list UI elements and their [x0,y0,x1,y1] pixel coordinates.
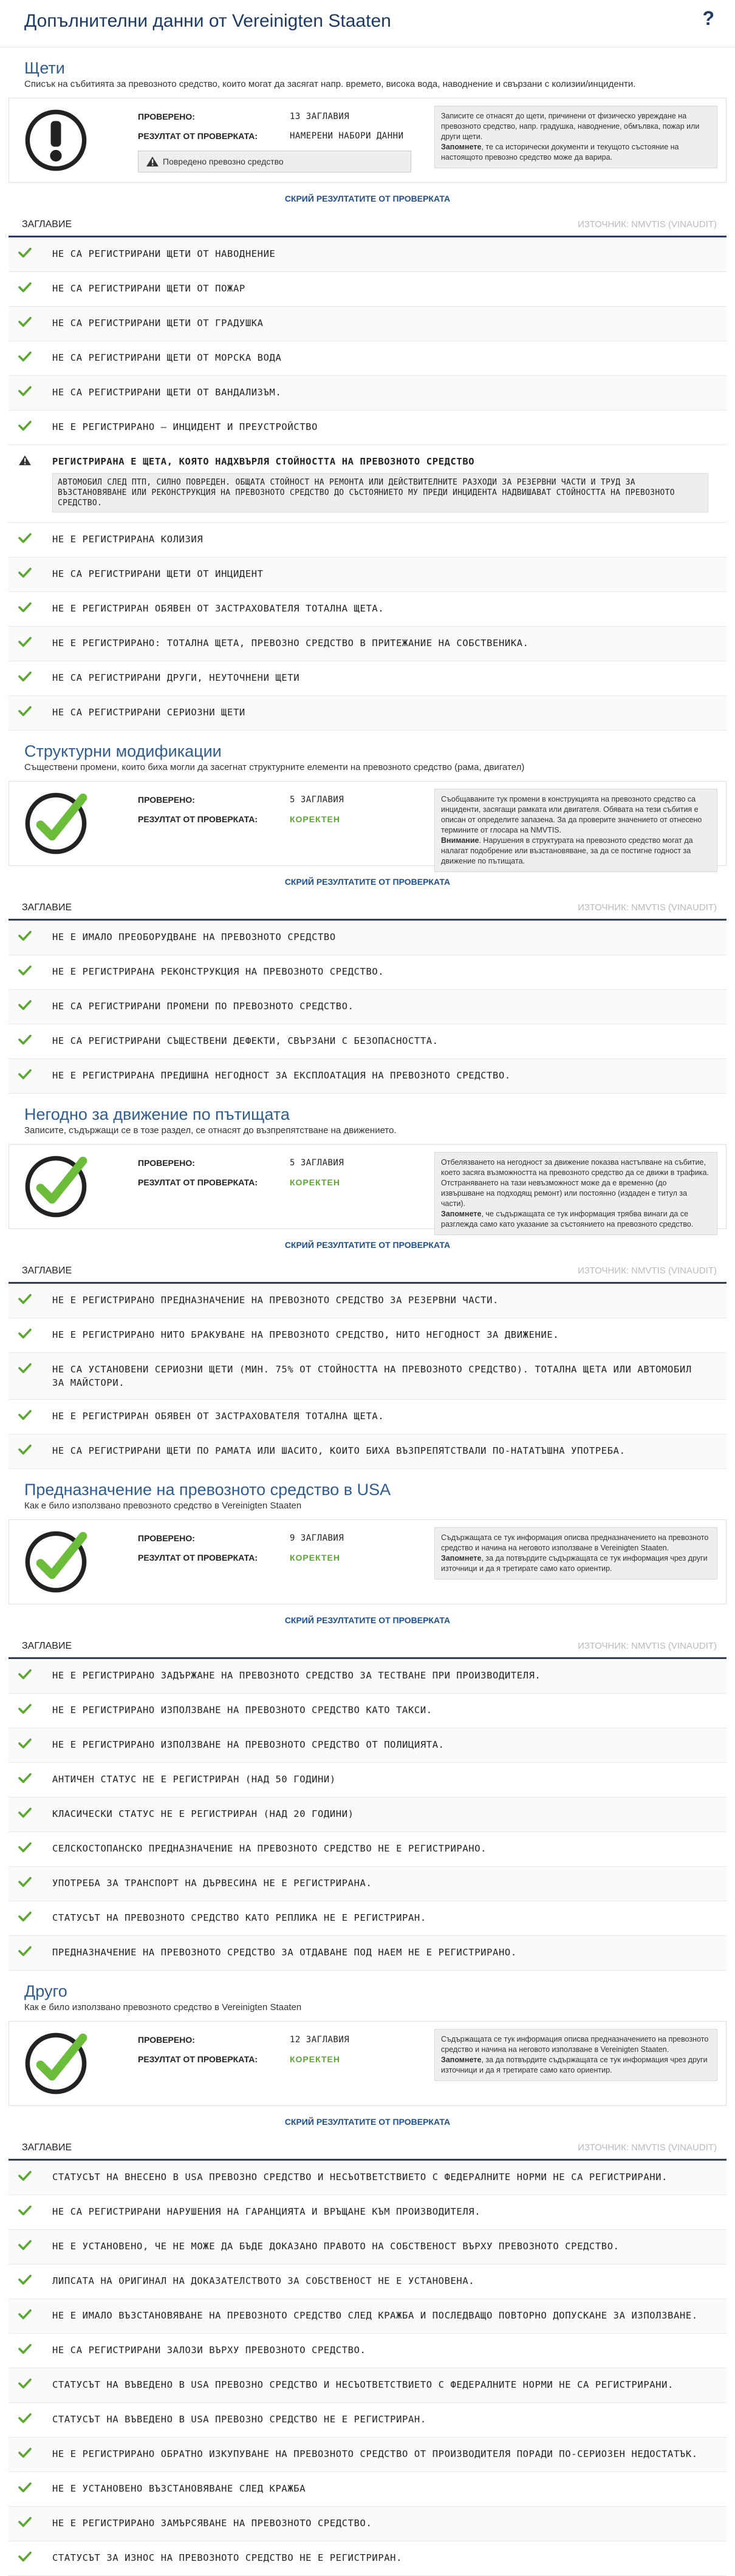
checked-label: ПРОВЕРЕНО: [138,112,195,121]
list-item [9,1284,726,1318]
column-title: ЗАГЛАВИЕ [22,1265,72,1276]
check-icon [9,2482,52,2496]
section-title: Негодно за движение по пътищата [24,1105,290,1123]
list-item-text: НЕ Е УСТАНОВЕНО, ЧЕ НЕ МОЖЕ ДА БЪДЕ ДОКАЗАНО ПРАВОТО НА СОБСТВЕНОСТ ВЪРХУ ПРЕВОЗНОТО СРЕДСТВО. [52,2241,620,2252]
list-item [9,1400,726,1434]
list-item-text: ЛИПСАТА НА ОРИГИНАЛ НА ДОКАЗАТЕЛСТВОТО ЗА СОБСТВЕНОСТ НЕ Е УСТАНОВЕНА. [52,2275,475,2286]
note-text: Съобщаваните тук промени в конструкцията на превозното средство са инциденти, засягащи рамката или двигателя. Обявата на тези събития е описан от определите запазена. За да проверите значението от отнесено термините от глосара на NMVTIS. [441,795,702,834]
section-subtitle: Списък на събитията за превозното средство, които могат да засягат напр. времето, висока вода, наводнение и свързани с колизии/инциденти. [24,79,636,89]
result-value: КОРЕКТЕН [290,1553,341,1562]
info-note [434,1152,717,1235]
column-title: ЗАГЛАВИЕ [22,1640,72,1651]
list-item-text: НЕ Е РЕГИСТРИРАНО ПРЕДНАЗНАЧЕНИЕ НА ПРЕВОЗНОТО СРЕДСТВО ЗА РЕЗЕРВНИ ЧАСТИ. [52,1295,499,1306]
list-item [9,411,726,445]
result-label: РЕЗУЛТАТ ОТ ПРОВЕРКАТА: [138,814,258,824]
list-item-text [52,455,726,513]
check-icon [9,1069,52,1083]
list-item [9,990,726,1024]
list-item-text: НЕ СА РЕГИСТРИРАНИ СЪЩЕСТВЕНИ ДЕФЕКТИ, СВЪРЗАНИ С БЕЗОПАСНОСТТА. [52,1035,439,1046]
list-item [9,1901,726,1936]
note-text: Отбелязването на негодност за движение показва настъпване на събитие, което засяга възможността на превозното средство да се движи в трафика. Отстраняването на тази невъзможност може да е временно (до извършване на подходящ ремонт) или постоянно (издаден е титул за части). [441,1158,709,1208]
check-icon [9,2309,52,2323]
list-item-text: СТАТУСЪТ НА ВЪВЕДЕНО В USA ПРЕВОЗНО СРЕДСТВО НЕ Е РЕГИСТРИРАН. [52,2414,426,2425]
section-subtitle: Съществени промени, които биха могли да засегнат структурните елементи на превозното средство (рама, двигател) [24,762,525,772]
checked-row [138,107,429,126]
check-icon [9,567,52,582]
note-bold: Запомнете [441,1554,482,1562]
note-text: Записите се отнасят до щети, причинени от физическо увреждане на превозното средство, напр. градушка, наводнение, обмълвка, пожар или други щети. [441,112,700,141]
result-row [138,1548,429,1567]
list-item [9,2299,726,2334]
hide-results-link[interactable]: СКРИЙ РЕЗУЛТАТИТЕ ОТ ПРОВЕРКАТА [284,1615,451,1625]
list-item [9,307,726,341]
list-item-text: НЕ СА РЕГИСТРИРАНИ ЩЕТИ ОТ ВАНДАЛИЗЪМ. [52,387,282,398]
list-item-text: НЕ Е РЕГИСТРИРАНО ЗАМЪРСЯВАНЕ НА ПРЕВОЗНОТО СРЕДСТВО. [52,2518,372,2529]
check-icon [9,602,52,616]
list-item [9,237,726,272]
list-item-title: РЕГИСТРИРАНА Е ЩЕТА, КОЯТО НАДХВЪРЛЯ СТОЙНОСТТА НА ПРЕВОЗНОТО СРЕДСТВО [52,456,475,467]
warning-icon [146,156,159,167]
hide-results-link[interactable]: СКРИЙ РЕЗУЛТАТИТЕ ОТ ПРОВЕРКАТА [284,877,451,887]
check-icon [9,671,52,686]
note-bold: Запомнете [441,2056,482,2064]
note-rest: , за да потвърдите съдържащата се тук информация чрез други източници и да я третирате само като ориентир. [441,1554,708,1573]
check-icon [9,316,52,331]
note-rest: , те са исторически документи и текущото състояние на настоящото превозно средство може да варира. [441,143,679,162]
list-item-text: НЕ Е РЕГИСТРИРАНО ИЗПОЛЗВАНЕ НА ПРЕВОЗНОТО СРЕДСТВО КАТО ТАКСИ. [52,1705,432,1716]
results-list [9,2161,726,2576]
note-rest: , за да потвърдите съдържащата се тук информация чрез други източници и да я третирате само като ориентир. [441,2056,708,2074]
result-row [138,809,429,829]
list-item [9,2438,726,2472]
section-header [0,1094,735,1139]
results-table-header [9,1259,726,1284]
section-title: Структурни модификации [24,742,222,760]
check-icon [9,1946,52,1960]
summary-box [9,1144,726,1229]
checkmark-icon [24,791,88,856]
results-table-header [9,213,726,237]
check-icon [9,1773,52,1787]
list-item [9,272,726,307]
check-icon [9,2274,52,2289]
result-label: РЕЗУЛТАТ ОТ ПРОВЕРКАТА: [138,1553,258,1562]
list-item [9,696,726,731]
section-4 [0,1469,735,1971]
column-source: ИЗТОЧНИК: NMVTIS (VINAUDIT) [578,1266,717,1276]
check-icon [9,1034,52,1049]
check-icon [9,965,52,980]
list-item [9,1728,726,1763]
list-item-text: НЕ СА РЕГИСТРИРАНИ ЩЕТИ ОТ НАВОДНЕНИЕ [52,248,276,259]
list-item [9,445,726,523]
list-item [9,2195,726,2230]
check-icon [9,2447,52,2462]
hide-results-link[interactable]: СКРИЙ РЕЗУЛТАТИТЕ ОТ ПРОВЕРКАТА [284,194,451,203]
summary-box [9,781,726,866]
check-icon [9,706,52,720]
list-item [9,627,726,661]
checked-value: 13 ЗАГЛАВИЯ [290,112,350,121]
check-icon [9,1000,52,1014]
list-item-text: НЕ СА РЕГИСТРИРАНИ ДРУГИ, НЕУТОЧНЕНИ ЩЕТИ [52,672,300,683]
summary-values [138,107,429,172]
section-title: Друго [24,1982,67,2000]
checkmark-icon [24,1154,88,1219]
checked-value: 5 ЗАГЛАВИЯ [290,795,344,805]
section-3 [0,1094,735,1469]
summary-values [138,1528,429,1567]
column-source: ИЗТОЧНИК: NMVTIS (VINAUDIT) [578,219,717,230]
check-icon [9,1807,52,1822]
column-title: ЗАГЛАВИЕ [22,219,72,230]
check-icon [9,2343,52,2358]
list-item-text: СТАТУСЪТ НА ПРЕВОЗНОТО СРЕДСТВО КАТО РЕПЛИКА НЕ Е РЕГИСТРИРАН. [52,1912,426,1923]
list-item-text: НЕ СА РЕГИСТРИРАНИ ЩЕТИ ОТ ПОЖАР [52,283,245,294]
note-rest: . Нарушения в структурата на превозното средство могат да налагат подобрение или възстановяване, за да се постигне годност за движение по пътищата. [441,836,693,865]
result-value: КОРЕКТЕН [290,2054,341,2064]
list-item-text: НЕ Е РЕГИСТРИРАНО: ТОТАЛНА ЩЕТА, ПРЕВОЗНО СРЕДСТВО В ПРИТЕЖАНИЕ НА СОБСТВЕНИКА. [52,638,529,649]
checkmark-icon [24,1530,88,1594]
checked-value: 9 ЗАГЛАВИЯ [290,1533,344,1543]
section-header [0,47,735,93]
check-icon [9,1842,52,1856]
check-icon [9,282,52,296]
column-source: ИЗТОЧНИК: NMVTIS (VINAUDIT) [578,902,717,913]
check-icon [9,2378,52,2393]
result-value: КОРЕКТЕН [290,1177,341,1187]
check-icon [9,930,52,945]
results-list [9,921,726,1094]
note-bold: Запомнете [441,1210,482,1218]
list-item [9,1797,726,1832]
list-item [9,1353,726,1400]
section-header [0,1971,735,2016]
warning-icon [9,455,52,469]
list-item-text: НЕ Е РЕГИСТРИРАНО НИТО БРАКУВАНЕ НА ПРЕВОЗНОТО СРЕДСТВО, НИТО НЕГОДНОСТ ЗА ДВИЖЕНИЕ. [52,1329,559,1340]
list-item [9,1867,726,1901]
list-item-text: СТАТУСЪТ НА ВНЕСЕНО В USA ПРЕВОЗНО СРЕДСТВО И НЕСЪОТВЕТСТВИЕТО С ФЕДЕРАЛНИТЕ НОРМИ НЕ СА РЕГИСТРИРАНИ. [52,2172,668,2182]
hide-results-link[interactable]: СКРИЙ РЕЗУЛТАТИТЕ ОТ ПРОВЕРКАТА [284,2117,451,2127]
list-item-text: НЕ СА РЕГИСТРИРАНИ ЩЕТИ ПО РАМАТА ИЛИ ШАСИТО, КОИТО БИХА ВЪЗПРЕПЯТСТВАЛИ ПО-НАТАТЪШНА УПОТРЕБА. [52,1445,626,1456]
list-item [9,2507,726,2541]
result-label: РЕЗУЛТАТ ОТ ПРОВЕРКАТА: [138,131,258,141]
list-item [9,661,726,696]
list-item-text: НЕ Е РЕГИСТРИРАН ОБЯВЕН ОТ ЗАСТРАХОВАТЕЛЯ ТОТАЛНА ЩЕТА. [52,603,385,614]
check-icon [9,2205,52,2220]
list-item-text: НЕ Е РЕГИСТРИРАН ОБЯВЕН ОТ ЗАСТРАХОВАТЕЛЯ ТОТАЛНА ЩЕТА. [52,1411,385,1422]
list-item-text: ПРЕДНАЗНАЧЕНИЕ НА ПРЕВОЗНОТО СРЕДСТВО ЗА ОТДАВАНЕ ПОД НАЕМ НЕ Е РЕГИСТРИРАНО. [52,1947,517,1958]
checked-label: ПРОВЕРЕНО: [138,795,195,805]
info-note [434,106,717,168]
checked-value: 5 ЗАГЛАВИЯ [290,1158,344,1168]
check-icon [9,386,52,400]
result-row [138,1173,429,1192]
list-item-text: НЕ СА РЕГИСТРИРАНИ ЩЕТИ ОТ ИНЦИДЕНТ [52,568,264,579]
list-item [9,1659,726,1694]
list-item-text: НЕ Е РЕГИСТРИРАНО – ИНЦИДЕНТ И ПРЕУСТРОЙСТВО [52,421,318,432]
list-item-text: НЕ Е УСТАНОВЕНО ВЪЗСТАНОВЯВАНЕ СЛЕД КРАЖБА [52,2483,306,2494]
list-item [9,2334,726,2368]
list-item-text: КЛАСИЧЕСКИ СТАТУС НЕ Е РЕГИСТРИРАН (НАД 20 ГОДИНИ) [52,1808,354,1819]
list-item-text: НЕ СА УСТАНОВЕНИ СЕРИОЗНИ ЩЕТИ (МИН. 75% ОТ СТОЙНОСТТА НА ПРЕВОЗНОТО СРЕДСТВО). ТОТАЛНА ЩЕТА ИЛИ АВТОМОБИЛ ЗА МАЙСТОРИ. [52,1364,692,1388]
list-item [9,1318,726,1353]
checked-label: ПРОВЕРЕНО: [138,1158,195,1168]
list-item [9,1763,726,1797]
list-item-text: СТАТУСЪТ ЗА ИЗНОС НА ПРЕВОЗНОТО СРЕДСТВО НЕ Е РЕГИСТРИРАН. [52,2552,403,2563]
list-item-text: НЕ Е РЕГИСТРИРАНА ПРЕДИШНА НЕГОДНОСТ ЗА ЕКСПЛОАТАЦИЯ НА ПРЕВОЗНОТО СРЕДСТВО. [52,1070,511,1081]
list-item [9,341,726,376]
list-item [9,523,726,557]
check-icon [9,1363,52,1377]
list-item [9,1832,726,1867]
list-item-text: НЕ СА РЕГИСТРИРАНИ ПРОМЕНИ ПО ПРЕВОЗНОТО СРЕДСТВО. [52,1001,354,1012]
list-item-text: НЕ СА РЕГИСТРИРАНИ НАРУШЕНИЯ НА ГАРАНЦИЯТА И ВРЪЩАНЕ КЪМ ПРОИЗВОДИТЕЛЯ. [52,2206,481,2217]
list-item-text: СТАТУСЪТ НА ВЪВЕДЕНО В USA ПРЕВОЗНО СРЕДСТВО И НЕСЪОТВЕТСТВИЕТО С ФЕДЕРАЛНИТЕ НОРМИ НЕ СА РЕГИСТРИРАНИ. [52,2379,674,2390]
list-item-text: АНТИЧЕН СТАТУС НЕ Е РЕГИСТРИРАН (НАД 50 ГОДИНИ) [52,1774,336,1785]
list-item [9,2472,726,2507]
check-icon [9,1703,52,1718]
result-label: РЕЗУЛТАТ ОТ ПРОВЕРКАТА: [138,2054,258,2064]
result-value: НАМЕРЕНИ НАБОРИ ДАННИ [290,131,404,141]
check-icon [9,351,52,366]
note-bold: Внимание [441,836,479,845]
check-icon [9,1444,52,1459]
list-item [9,1059,726,1094]
list-item [9,921,726,955]
section-5 [0,1971,735,2576]
note-bold: Запомнете [441,143,482,151]
list-item-text: НЕ СА РЕГИСТРИРАНИ ЗАЛОЗИ ВЪРХУ ПРЕВОЗНОТО СРЕДСТВО. [52,2345,366,2356]
list-item [9,2541,726,2576]
list-item-text: УПОТРЕБА ЗА ТРАНСПОРТ НА ДЪРВЕСИНА НЕ Е РЕГИСТРИРАНА. [52,1878,372,1889]
page-header [0,0,735,47]
section-title: Предназначение на превозното средство в USA [24,1481,391,1499]
results-list [9,1659,726,1971]
check-icon [9,533,52,547]
column-source: ИЗТОЧНИК: NMVTIS (VINAUDIT) [578,2142,717,2153]
section-subtitle: Как е било използвано превозното средство в Vereinigten Staaten [24,1501,302,1511]
list-item [9,2161,726,2195]
warning-text: Повредено превозно средство [163,157,284,166]
list-item [9,1694,726,1728]
list-item-text: НЕ СА РЕГИСТРИРАНИ СЕРИОЗНИ ЩЕТИ [52,707,245,718]
section-header [0,1469,735,1515]
list-item-text: НЕ Е РЕГИСТРИРАНО ИЗПОЛЗВАНЕ НА ПРЕВОЗНОТО СРЕДСТВО ОТ ПОЛИЦИЯТА. [52,1739,445,1750]
checked-row [138,790,429,809]
hide-results-link[interactable]: СКРИЙ РЕЗУЛТАТИТЕ ОТ ПРОВЕРКАТА [284,1240,451,1250]
check-icon [9,2240,52,2254]
column-title: ЗАГЛАВИЕ [22,902,72,913]
section-2 [0,731,735,1094]
checkmark-icon [24,2031,88,2096]
list-item-text: НЕ СА РЕГИСТРИРАНИ ЩЕТИ ОТ ГРАДУШКА [52,318,264,329]
check-icon [9,420,52,435]
list-item-text: НЕ Е РЕГИСТРИРАНА РЕКОНСТРУКЦИЯ НА ПРЕВОЗНОТО СРЕДСТВО. [52,966,385,977]
list-item [9,1434,726,1469]
list-item-text: НЕ Е ИМАЛО ПРЕОБОРУДВАНЕ НА ПРЕВОЗНОТО СРЕДСТВО [52,932,336,942]
check-icon [9,2170,52,2185]
info-note [434,2029,717,2081]
results-list [9,237,726,731]
summary-values [138,1153,429,1192]
list-item [9,2230,726,2264]
list-item [9,1936,726,1971]
page-title: Допълнителни данни от Vereinigten Staaten [24,11,391,31]
summary-box [9,98,726,183]
list-item-text: НЕ Е РЕГИСТРИРАНО ЗАДЪРЖАНЕ НА ПРЕВОЗНОТО СРЕДСТВО ЗА ТЕСТВАНЕ ПРИ ПРОИЗВОДИТЕЛЯ. [52,1670,541,1681]
check-icon [9,1409,52,1424]
list-item-text: НЕ Е ИМАЛО ВЪЗСТАНОВЯВАНЕ НА ПРЕВОЗНОТО СРЕДСТВО СЛЕД КРАЖБА И ПОСЛЕДВАЩО ПОВТОРНО ДОПУСКАНЕ ЗА ИЗПОЛЗВАНЕ. [52,2310,698,2321]
check-icon [9,1293,52,1308]
list-item [9,955,726,990]
note-text: Съдържащата се тук информация описва предназначението на превозното средство и начина на неговото използване в Vereinigten Staaten. [441,1533,709,1552]
check-icon [9,1328,52,1343]
note-text: Съдържащата се тук информация описва предназначението на превозното средство и начина на неговото използване в Vereinigten Staaten. [441,2035,709,2054]
results-table-header [9,896,726,921]
list-item [9,557,726,592]
check-icon [9,1738,52,1753]
result-value: КОРЕКТЕН [290,814,341,824]
checked-label: ПРОВЕРЕНО: [138,1533,195,1543]
column-source: ИЗТОЧНИК: NMVTIS (VINAUDIT) [578,1641,717,1651]
list-item [9,592,726,627]
list-item-text: НЕ Е РЕГИСТРИРАНА КОЛИЗИЯ [52,534,203,545]
list-item-detail: АВТОМОБИЛ СЛЕД ПТП, СИЛНО ПОВРЕДЕН. ОБЩАТА СТОЙНОСТ НА РЕМОНТА ИЛИ ДЕЙСТВИТЕЛНИТЕ РАЗХОДИ ЗА РЕЗЕРВНИ ЧАСТИ И ТРУД ЗА ВЪЗСТАНОВЯВАНЕ ИЛИ РЕКОНСТРУКЦИЯ НА ПРЕВОЗНОТО СРЕДСТВО ДО СЪСТОЯНИЕТО МУ ПРЕДИ ИНЦИДЕНТА НАДВИШАВАТ СТОЙНОСТТА НА ПРЕВОЗНОТО СРЕДСТВО. [52,473,708,513]
checked-row [138,1153,429,1173]
summary-box [9,2021,726,2106]
list-item-text: НЕ СА РЕГИСТРИРАНИ ЩЕТИ ОТ МОРСКА ВОДА [52,352,282,363]
checked-value: 12 ЗАГЛАВИЯ [290,2035,350,2045]
results-table-header [9,2136,726,2161]
help-icon[interactable]: ? [702,7,714,29]
list-item-text: НЕ Е РЕГИСТРИРАНО ОБРАТНО ИЗКУПУВАНЕ НА ПРЕВОЗНОТО СРЕДСТВО ОТ ПРОИЗВОДИТЕЛЯ ПОРАДИ ПО-СЕРИОЗЕН НЕДОСТАТЪК. [52,2448,698,2459]
section-header [0,731,735,776]
sections-container [0,47,735,2576]
info-note [434,789,717,872]
checked-row [138,1528,429,1548]
result-row [138,126,429,146]
check-icon [9,1876,52,1891]
list-item [9,2368,726,2403]
check-icon [9,1669,52,1683]
result-row [138,2050,429,2069]
check-icon [9,2413,52,2427]
section-1 [0,47,735,731]
results-list [9,1284,726,1469]
section-title: Щети [24,59,65,77]
summary-values [138,2030,429,2069]
column-title: ЗАГЛАВИЕ [22,2142,72,2153]
list-item [9,2264,726,2299]
result-label: РЕЗУЛТАТ ОТ ПРОВЕРКАТА: [138,1177,258,1187]
section-subtitle: Как е било използвано превозното средство в Vereinigten Staaten [24,2002,302,2012]
check-icon [9,2551,52,2566]
info-note [434,1527,717,1579]
check-icon [9,636,52,651]
checked-label: ПРОВЕРЕНО: [138,2035,195,2045]
checked-row [138,2030,429,2050]
results-table-header [9,1635,726,1659]
note-rest: , че съдържащата се тук информация трябва винаги да се разглежда само като указание за състоянието на превозното средство. [441,1210,694,1228]
check-icon [9,1911,52,1926]
warning-banner [138,151,411,172]
check-icon [9,2516,52,2531]
exclamation-icon [24,108,88,172]
list-item-text: СЕЛСКОСТОПАНСКО ПРЕДНАЗНАЧЕНИЕ НА ПРЕВОЗНОТО СРЕДСТВО НЕ Е РЕГИСТРИРАНО. [52,1843,487,1854]
summary-box [9,1519,726,1604]
list-item [9,2403,726,2438]
list-item [9,376,726,411]
section-subtitle: Записите, съдържащи се в тозе раздел, се отнасят до възпрепятстване на движението. [24,1125,397,1136]
check-icon [9,247,52,262]
list-item [9,1024,726,1059]
summary-values [138,790,429,829]
